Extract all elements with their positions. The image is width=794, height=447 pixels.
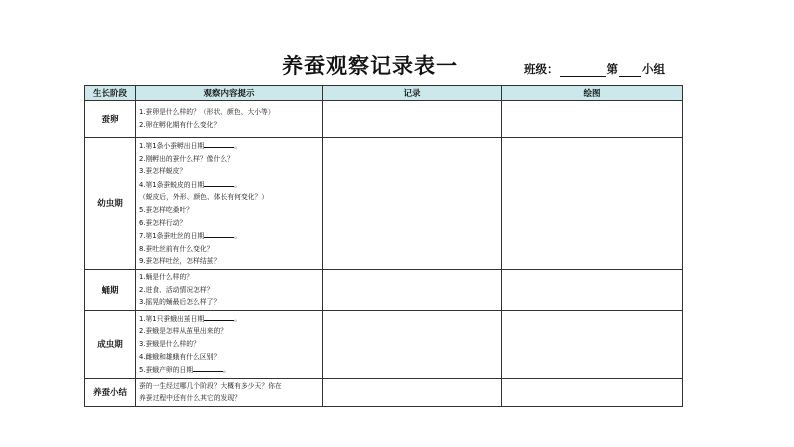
hints-cell (136, 269, 323, 310)
stage-cell: 成虫期 (85, 310, 136, 378)
record-cell[interactable] (323, 138, 502, 270)
hints-cell (136, 378, 323, 406)
hints-cell (136, 310, 323, 378)
table-row (85, 310, 683, 378)
hint-text: 1.蛹是什么样的？ (139, 272, 194, 281)
hint-suffix: 。 (234, 314, 241, 323)
hint-text: 蚕的一生经过哪几个阶段？大概有多少天？你在 (139, 381, 282, 390)
header-drawing: 绘图 (502, 86, 683, 101)
header-row (85, 86, 683, 101)
hint-line (139, 178, 319, 192)
di-label: 第 (606, 62, 618, 76)
header-hints: 观察内容提示 (136, 86, 323, 101)
hint-line (139, 191, 319, 204)
hint-line (139, 271, 319, 284)
stage-cell: 蛹期 (85, 269, 136, 310)
drawing-cell[interactable] (502, 310, 683, 378)
hint-line (139, 392, 319, 405)
hint-line (139, 165, 319, 178)
hint-line (139, 153, 319, 166)
hints-cell (136, 101, 323, 138)
header-record: 记录 (323, 86, 502, 101)
date-blank[interactable] (193, 363, 223, 372)
observation-table (84, 85, 683, 407)
group-number-blank[interactable] (619, 64, 641, 77)
hint-text: 3.蚕蛾是什么样的？ (139, 339, 200, 348)
hint-text: 2.进食、活动情况怎样？ (139, 285, 214, 294)
header-stage: 生长阶段 (85, 86, 136, 101)
hint-line (139, 296, 319, 309)
stage-cell: 幼虫期 (85, 138, 136, 270)
hint-text: 7.第1条蚕吐丝的日期 (139, 232, 205, 241)
hint-line (139, 139, 319, 153)
hint-text: 6.蚕怎样行动？ (139, 218, 187, 227)
hint-text: 9.蚕怎样吐丝，怎样结茧？ (139, 257, 221, 266)
drawing-cell[interactable] (502, 378, 683, 406)
record-cell[interactable] (323, 378, 502, 406)
hint-line (139, 338, 319, 351)
hint-text: 5.蚕怎样吃桑叶？ (139, 205, 194, 214)
hint-text: （蜕皮后，外形、颜色、体长有何变化？） (139, 193, 269, 202)
record-cell[interactable] (323, 310, 502, 378)
stage-cell: 养蚕小结 (85, 378, 136, 406)
hint-line (139, 243, 319, 256)
hints-cell (136, 138, 323, 270)
hint-line (139, 106, 319, 119)
table-row (85, 378, 683, 406)
hint-line (139, 312, 319, 326)
hint-text: 2.卵在孵化期有什么变化？ (139, 121, 221, 129)
hint-text: 3.摇晃的蛹最后怎么样了？ (139, 298, 221, 307)
hint-line (139, 363, 319, 377)
hint-text: 养蚕过程中还有什么其它的发现？ (139, 394, 241, 403)
hint-line (139, 380, 319, 393)
worksheet-title: 养蚕观察记录表一 (282, 53, 458, 78)
record-cell[interactable] (323, 269, 502, 310)
drawing-cell[interactable] (502, 269, 683, 310)
date-blank[interactable] (204, 178, 234, 187)
hint-text: 5.蚕蛾产卵的日期 (139, 366, 194, 375)
hint-text: 8.蚕吐丝前有什么变化？ (139, 244, 214, 253)
table-row (85, 101, 683, 138)
table-row (85, 138, 683, 270)
hint-line (139, 325, 319, 338)
hint-text: 2.刚孵出的蚕什么样？像什么？ (139, 154, 234, 163)
hint-text: 1.蚕卵是什么样的？（形状、颜色、大小等） (139, 108, 275, 117)
hint-text: 1.第1条小蚕孵出日期 (139, 142, 205, 150)
hint-line (139, 204, 319, 217)
class-label: 班级： (524, 62, 559, 76)
hint-line (139, 284, 319, 297)
hint-line (139, 351, 319, 364)
stage-cell: 蚕卵 (85, 101, 136, 138)
hint-suffix: 。 (223, 366, 230, 375)
table-row (85, 269, 683, 310)
hint-line (139, 119, 319, 132)
hint-text: 4.雌蛾和雄蛾有什么区别？ (139, 352, 221, 361)
hint-line (139, 217, 319, 230)
hint-text: 2.蚕蛾是怎样从茧里出来的？ (139, 327, 228, 336)
class-blank[interactable] (560, 64, 606, 77)
group-label: 小组 (642, 62, 665, 76)
hint-suffix: 。 (234, 180, 241, 189)
hint-suffix: 。 (234, 232, 241, 241)
record-cell[interactable] (323, 101, 502, 138)
drawing-cell[interactable] (502, 101, 683, 138)
date-blank[interactable] (204, 312, 234, 321)
drawing-cell[interactable] (502, 138, 683, 270)
hint-line (139, 229, 319, 243)
hint-text: 3.蚕怎样蜕皮？ (139, 167, 187, 176)
date-blank[interactable] (204, 139, 234, 148)
hint-text: 4.第1条蚕蜕皮的日期 (139, 180, 205, 189)
hint-text: 1.第1只蚕蛾出茧日期 (139, 314, 205, 323)
hint-suffix: 。 (234, 142, 241, 150)
class-group-field (524, 61, 665, 77)
hint-line (139, 255, 319, 268)
date-blank[interactable] (204, 229, 234, 238)
